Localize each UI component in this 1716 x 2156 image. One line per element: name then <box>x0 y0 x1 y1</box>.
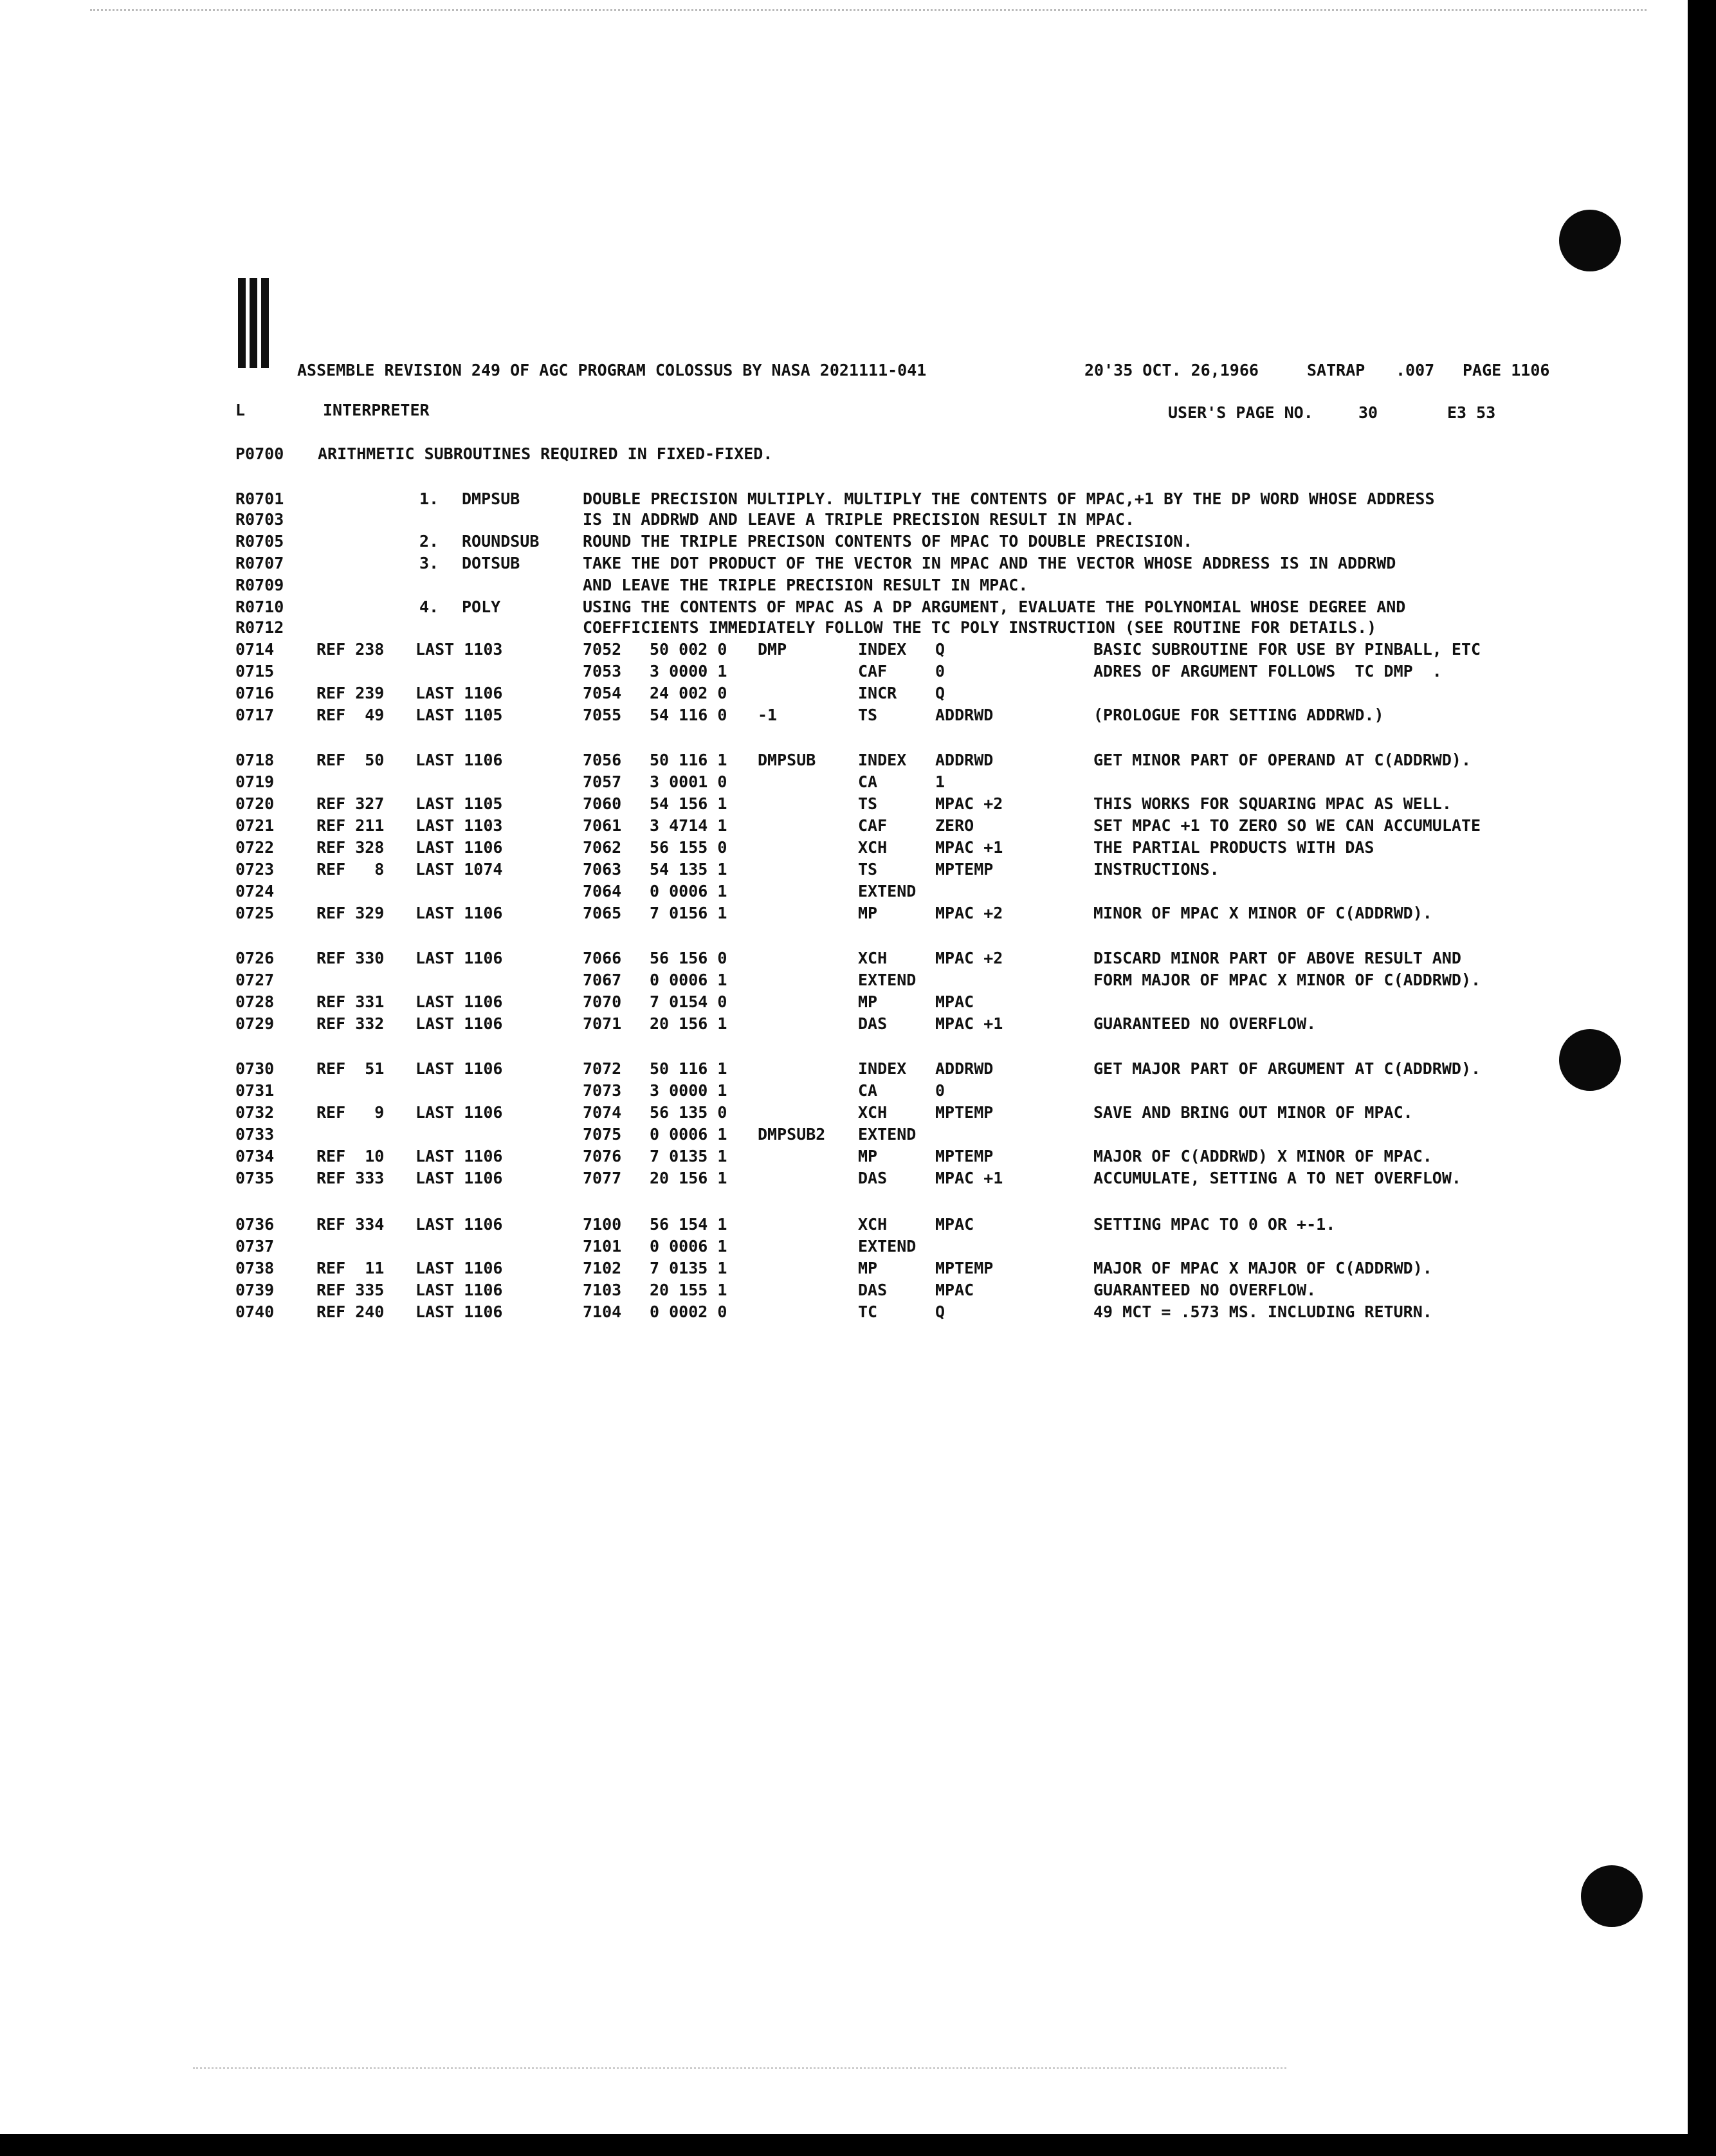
last-ref: LAST 1106 <box>415 1215 503 1234</box>
octal-word: 56 154 1 <box>650 1215 727 1234</box>
comment: FORM MAJOR OF MPAC X MINOR OF C(ADDRWD). <box>1093 971 1481 989</box>
comment: THIS WORKS FOR SQUARING MPAC AS WELL. <box>1093 794 1452 813</box>
address: 7074 <box>583 1103 622 1122</box>
opcode: MP <box>858 1259 878 1277</box>
address: 7071 <box>583 1014 622 1033</box>
line-number: 0725 <box>235 904 275 922</box>
address: 7073 <box>583 1081 622 1100</box>
opcode: INDEX <box>858 640 907 659</box>
comment: INSTRUCTIONS. <box>1093 860 1219 879</box>
punch-hole-middle <box>1559 1029 1621 1091</box>
address: 7072 <box>583 1059 622 1078</box>
address: 7060 <box>583 794 622 813</box>
octal-word: 7 0154 0 <box>650 992 727 1011</box>
opcode: EXTEND <box>858 1237 917 1256</box>
ref-number: REF 10 <box>316 1147 385 1165</box>
ref-number: REF 328 <box>316 838 385 857</box>
address: 7061 <box>583 816 622 835</box>
last-ref: LAST 1106 <box>415 1147 503 1165</box>
last-ref: LAST 1106 <box>415 992 503 1011</box>
ref-number: REF 331 <box>316 992 385 1011</box>
octal-word: 20 156 1 <box>650 1169 727 1187</box>
comment: 49 MCT = .573 MS. INCLUDING RETURN. <box>1093 1302 1432 1321</box>
ref-number: REF 332 <box>316 1014 385 1033</box>
last-ref: LAST 1106 <box>415 1259 503 1277</box>
address: 7077 <box>583 1169 622 1187</box>
line-number: 0729 <box>235 1014 275 1033</box>
octal-word: 54 156 1 <box>650 794 727 813</box>
octal-word: 54 135 1 <box>650 860 727 879</box>
address: 7076 <box>583 1147 622 1165</box>
address: 7102 <box>583 1259 622 1277</box>
top-perforation <box>90 9 1647 14</box>
comment: ACCUMULATE, SETTING A TO NET OVERFLOW. <box>1093 1169 1461 1187</box>
header-title: ASSEMBLE REVISION 249 OF AGC PROGRAM COLOSSUS BY NASA 2021111-041 <box>297 361 927 379</box>
ref-number: REF 50 <box>316 751 385 769</box>
line-number: 0737 <box>235 1237 275 1256</box>
ref-number: REF 239 <box>316 684 385 702</box>
last-ref: LAST 1105 <box>415 794 503 813</box>
octal-word: 20 155 1 <box>650 1281 727 1299</box>
opcode: DAS <box>858 1014 888 1033</box>
binder-bars-mark <box>238 278 277 368</box>
comment: MINOR OF MPAC X MINOR OF C(ADDRWD). <box>1093 904 1432 922</box>
p0700-text: ARITHMETIC SUBROUTINES REQUIRED IN FIXED-FIXED. <box>318 444 773 463</box>
last-ref: LAST 1106 <box>415 1302 503 1321</box>
octal-word: 56 135 0 <box>650 1103 727 1122</box>
ref-number: REF 238 <box>316 640 385 659</box>
header-satrap-code: .007 <box>1396 361 1435 379</box>
address: 7064 <box>583 882 622 900</box>
last-ref: LAST 1103 <box>415 816 503 835</box>
address: 7054 <box>583 684 622 702</box>
remark-id: R0703 <box>235 510 284 529</box>
opcode: EXTEND <box>858 882 917 900</box>
ref-number: REF 335 <box>316 1281 385 1299</box>
octal-word: 54 116 0 <box>650 706 727 724</box>
subheader-user-page-no: 30 <box>1358 403 1378 422</box>
address: 7067 <box>583 971 622 989</box>
remark-routine-name: DOTSUB <box>462 554 520 572</box>
line-number: 0730 <box>235 1059 275 1078</box>
opcode: MP <box>858 1147 878 1165</box>
line-number: 0728 <box>235 992 275 1011</box>
opcode: CA <box>858 1081 878 1100</box>
octal-word: 7 0135 1 <box>650 1147 727 1165</box>
octal-word: 3 4714 1 <box>650 816 727 835</box>
comment: GUARANTEED NO OVERFLOW. <box>1093 1281 1317 1299</box>
octal-word: 24 002 0 <box>650 684 727 702</box>
line-number: 0739 <box>235 1281 275 1299</box>
comment: DISCARD MINOR PART OF ABOVE RESULT AND <box>1093 949 1461 967</box>
header-page-label: PAGE 1106 <box>1463 361 1550 379</box>
code-label: DMPSUB2 <box>758 1125 826 1144</box>
line-number: 0716 <box>235 684 275 702</box>
last-ref: LAST 1106 <box>415 751 503 769</box>
address: 7063 <box>583 860 622 879</box>
remark-routine-name: DMPSUB <box>462 489 520 508</box>
subheader-col-l: L <box>235 401 246 419</box>
opcode: XCH <box>858 949 888 967</box>
operand: MPAC <box>935 992 974 1011</box>
line-number: 0732 <box>235 1103 275 1122</box>
address: 7101 <box>583 1237 622 1256</box>
subheader-code: E3 53 <box>1447 403 1496 422</box>
operand: 0 <box>935 662 945 681</box>
line-number: 0731 <box>235 1081 275 1100</box>
opcode: DAS <box>858 1169 888 1187</box>
opcode: XCH <box>858 1215 888 1234</box>
comment: ADRES OF ARGUMENT FOLLOWS TC DMP . <box>1093 662 1442 681</box>
address: 7104 <box>583 1302 622 1321</box>
remark-text: AND LEAVE THE TRIPLE PRECISION RESULT IN MPAC. <box>583 576 1028 594</box>
line-number: 0722 <box>235 838 275 857</box>
opcode: CAF <box>858 662 888 681</box>
line-number: 0724 <box>235 882 275 900</box>
operand: MPAC +1 <box>935 838 1003 857</box>
operand: MPAC +2 <box>935 794 1003 813</box>
ref-number: REF 51 <box>316 1059 385 1078</box>
octal-word: 7 0135 1 <box>650 1259 727 1277</box>
operand: Q <box>935 640 945 659</box>
last-ref: LAST 1106 <box>415 838 503 857</box>
operand: ADDRWD <box>935 706 994 724</box>
remark-text: COEFFICIENTS IMMEDIATELY FOLLOW THE TC POLY INSTRUCTION (SEE ROUTINE FOR DETAILS.) <box>583 618 1377 637</box>
address: 7053 <box>583 662 622 681</box>
line-number: 0718 <box>235 751 275 769</box>
comment: GET MINOR PART OF OPERAND AT C(ADDRWD). <box>1093 751 1471 769</box>
opcode: CA <box>858 772 878 791</box>
line-number: 0738 <box>235 1259 275 1277</box>
line-number: 0726 <box>235 949 275 967</box>
header-timestamp: 20'35 OCT. 26,1966 <box>1084 361 1259 379</box>
line-number: 0720 <box>235 794 275 813</box>
comment: GUARANTEED NO OVERFLOW. <box>1093 1014 1317 1033</box>
opcode: INCR <box>858 684 897 702</box>
line-number: 0734 <box>235 1147 275 1165</box>
remark-text: DOUBLE PRECISION MULTIPLY. MULTIPLY THE CONTENTS OF MPAC,+1 BY THE DP WORD WHOSE ADDRESS <box>583 489 1435 508</box>
ref-number: REF 240 <box>316 1302 385 1321</box>
ref-number: REF 9 <box>316 1103 385 1122</box>
opcode: TS <box>858 794 878 813</box>
remark-text: IS IN ADDRWD AND LEAVE A TRIPLE PRECISION RESULT IN MPAC. <box>583 510 1135 529</box>
ref-number: REF 327 <box>316 794 385 813</box>
address: 7052 <box>583 640 622 659</box>
last-ref: LAST 1106 <box>415 1059 503 1078</box>
operand: MPTEMP <box>935 1103 994 1122</box>
opcode: XCH <box>858 838 888 857</box>
operand: Q <box>935 1302 945 1321</box>
comment: SAVE AND BRING OUT MINOR OF MPAC. <box>1093 1103 1413 1122</box>
octal-word: 50 002 0 <box>650 640 727 659</box>
address: 7062 <box>583 838 622 857</box>
remark-routine-name: POLY <box>462 598 501 616</box>
octal-word: 0 0002 0 <box>650 1302 727 1321</box>
address: 7100 <box>583 1215 622 1234</box>
remark-id: R0712 <box>235 618 284 637</box>
line-number: 0721 <box>235 816 275 835</box>
last-ref: LAST 1074 <box>415 860 503 879</box>
operand: MPAC <box>935 1281 974 1299</box>
operand: ADDRWD <box>935 751 994 769</box>
operand: MPTEMP <box>935 1259 994 1277</box>
operand: MPAC +1 <box>935 1014 1003 1033</box>
last-ref: LAST 1106 <box>415 684 503 702</box>
address: 7066 <box>583 949 622 967</box>
remark-number: 3. <box>419 554 439 572</box>
operand: ZERO <box>935 816 974 835</box>
code-label: DMPSUB <box>758 751 816 769</box>
operand: MPAC <box>935 1215 974 1234</box>
comment: SET MPAC +1 TO ZERO SO WE CAN ACCUMULATE <box>1093 816 1481 835</box>
operand: MPTEMP <box>935 1147 994 1165</box>
subheader-user-page: USER'S PAGE NO. <box>1168 403 1313 422</box>
opcode: MP <box>858 904 878 922</box>
ref-number: REF 334 <box>316 1215 385 1234</box>
operand: MPAC +2 <box>935 949 1003 967</box>
line-number: 0714 <box>235 640 275 659</box>
comment: GET MAJOR PART OF ARGUMENT AT C(ADDRWD). <box>1093 1059 1481 1078</box>
operand: Q <box>935 684 945 702</box>
octal-word: 3 0001 0 <box>650 772 727 791</box>
remark-id: R0701 <box>235 489 284 508</box>
operand: ADDRWD <box>935 1059 994 1078</box>
remark-text: TAKE THE DOT PRODUCT OF THE VECTOR IN MPAC AND THE VECTOR WHOSE ADDRESS IS IN ADDRWD <box>583 554 1396 572</box>
ref-number: REF 333 <box>316 1169 385 1187</box>
p0700-id: P0700 <box>235 444 284 463</box>
octal-word: 3 0000 1 <box>650 1081 727 1100</box>
operand: MPAC +1 <box>935 1169 1003 1187</box>
opcode: TC <box>858 1302 878 1321</box>
remark-text: ROUND THE TRIPLE PRECISON CONTENTS OF MPAC TO DOUBLE PRECISION. <box>583 532 1193 551</box>
operand: 1 <box>935 772 945 791</box>
address: 7055 <box>583 706 622 724</box>
ref-number: REF 11 <box>316 1259 385 1277</box>
ref-number: REF 329 <box>316 904 385 922</box>
opcode: TS <box>858 706 878 724</box>
opcode: TS <box>858 860 878 879</box>
comment: MAJOR OF C(ADDRWD) X MINOR OF MPAC. <box>1093 1147 1432 1165</box>
last-ref: LAST 1106 <box>415 1169 503 1187</box>
last-ref: LAST 1106 <box>415 1014 503 1033</box>
last-ref: LAST 1106 <box>415 1281 503 1299</box>
remark-id: R0709 <box>235 576 284 594</box>
opcode: CAF <box>858 816 888 835</box>
header-satrap: SATRAP <box>1307 361 1365 379</box>
opcode: EXTEND <box>858 1125 917 1144</box>
operand: MPAC +2 <box>935 904 1003 922</box>
address: 7057 <box>583 772 622 791</box>
address: 7075 <box>583 1125 622 1144</box>
last-ref: LAST 1106 <box>415 949 503 967</box>
address: 7065 <box>583 904 622 922</box>
address: 7070 <box>583 992 622 1011</box>
remark-id: R0710 <box>235 598 284 616</box>
remark-id: R0707 <box>235 554 284 572</box>
code-label: DMP <box>758 640 787 659</box>
subheader-section: INTERPRETER <box>323 401 430 419</box>
opcode: XCH <box>858 1103 888 1122</box>
code-label: -1 <box>758 706 778 724</box>
ref-number: REF 8 <box>316 860 385 879</box>
last-ref: LAST 1103 <box>415 640 503 659</box>
line-number: 0735 <box>235 1169 275 1187</box>
operand: MPTEMP <box>935 860 994 879</box>
punch-hole-bottom <box>1581 1865 1643 1927</box>
last-ref: LAST 1106 <box>415 904 503 922</box>
line-number: 0719 <box>235 772 275 791</box>
octal-word: 50 116 1 <box>650 751 727 769</box>
octal-word: 50 116 1 <box>650 1059 727 1078</box>
octal-word: 20 156 1 <box>650 1014 727 1033</box>
address: 7103 <box>583 1281 622 1299</box>
line-number: 0733 <box>235 1125 275 1144</box>
ref-number: REF 211 <box>316 816 385 835</box>
last-ref: LAST 1105 <box>415 706 503 724</box>
opcode: INDEX <box>858 1059 907 1078</box>
octal-word: 0 0006 1 <box>650 971 727 989</box>
octal-word: 0 0006 1 <box>650 1125 727 1144</box>
opcode: MP <box>858 992 878 1011</box>
remark-number: 1. <box>419 489 439 508</box>
remark-routine-name: ROUNDSUB <box>462 532 540 551</box>
ref-number: REF 49 <box>316 706 385 724</box>
remark-text: USING THE CONTENTS OF MPAC AS A DP ARGUMENT, EVALUATE THE POLYNOMIAL WHOSE DEGREE AND <box>583 598 1406 616</box>
line-number: 0740 <box>235 1302 275 1321</box>
ref-number: REF 330 <box>316 949 385 967</box>
address: 7056 <box>583 751 622 769</box>
line-number: 0727 <box>235 971 275 989</box>
operand: 0 <box>935 1081 945 1100</box>
octal-word: 0 0006 1 <box>650 882 727 900</box>
bottom-perforation <box>193 2067 1286 2072</box>
punch-hole-top <box>1559 210 1621 271</box>
line-number: 0736 <box>235 1215 275 1234</box>
last-ref: LAST 1106 <box>415 1103 503 1122</box>
comment: THE PARTIAL PRODUCTS WITH DAS <box>1093 838 1374 857</box>
line-number: 0715 <box>235 662 275 681</box>
octal-word: 56 156 0 <box>650 949 727 967</box>
opcode: DAS <box>858 1281 888 1299</box>
opcode: EXTEND <box>858 971 917 989</box>
comment: (PROLOGUE FOR SETTING ADDRWD.) <box>1093 706 1384 724</box>
opcode: INDEX <box>858 751 907 769</box>
octal-word: 0 0006 1 <box>650 1237 727 1256</box>
octal-word: 3 0000 1 <box>650 662 727 681</box>
line-number: 0717 <box>235 706 275 724</box>
remark-number: 4. <box>419 598 439 616</box>
comment: BASIC SUBROUTINE FOR USE BY PINBALL, ETC <box>1093 640 1481 659</box>
line-number: 0723 <box>235 860 275 879</box>
remark-id: R0705 <box>235 532 284 551</box>
comment: MAJOR OF MPAC X MAJOR OF C(ADDRWD). <box>1093 1259 1432 1277</box>
comment: SETTING MPAC TO 0 OR +-1. <box>1093 1215 1336 1234</box>
octal-word: 56 155 0 <box>650 838 727 857</box>
octal-word: 7 0156 1 <box>650 904 727 922</box>
remark-number: 2. <box>419 532 439 551</box>
